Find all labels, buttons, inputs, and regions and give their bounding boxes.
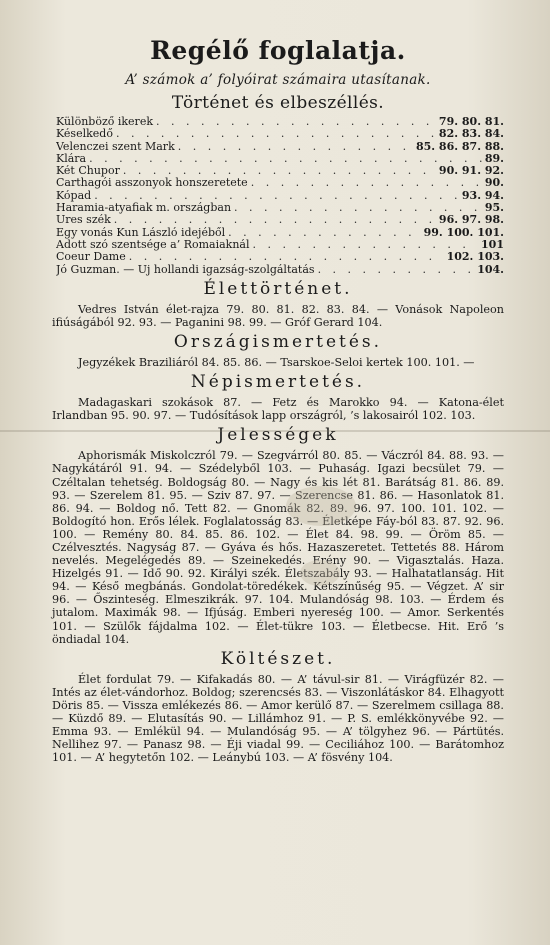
toc-entry-title: Jó Guzman. — Uj hollandi igazság-szolgáltatás bbox=[56, 263, 315, 276]
toc-leader bbox=[318, 264, 475, 276]
toc-entry-pages: 90. 91. 92. bbox=[438, 165, 504, 178]
toc-leader bbox=[94, 190, 459, 202]
section-heading-tortenet: Történet és elbeszéllés. bbox=[171, 93, 385, 113]
toc-entry-pages: 99. 100. 101. bbox=[423, 226, 504, 239]
page-subtitle: A’ számok a’ folyóirat számaira utasítanak. bbox=[125, 72, 431, 88]
toc-entry-title: Coeur Dame bbox=[56, 251, 126, 264]
toc-entry-pages: 79. 80. 81. bbox=[438, 116, 504, 128]
toc-entry-title: Egy vonás Kun László idejéből bbox=[56, 226, 226, 239]
toc-entry bbox=[56, 264, 504, 276]
toc-leader bbox=[234, 202, 482, 214]
toc-entry-title: Carthagói asszonyok honszeretete bbox=[56, 177, 248, 190]
toc-entry-pages: 89. bbox=[484, 152, 504, 165]
toc-entry bbox=[56, 202, 504, 214]
toc-entry bbox=[56, 227, 504, 239]
section-heading-kolteszet: Költészet. bbox=[220, 648, 336, 669]
toc-entry bbox=[56, 239, 504, 251]
toc-entry bbox=[56, 141, 504, 153]
toc-entry-pages: 101 bbox=[481, 238, 504, 251]
toc-entry-title: Klára bbox=[56, 152, 87, 165]
toc-entry-pages: 82. 83. 84. bbox=[438, 128, 504, 141]
toc-entry-pages: 93. 94. bbox=[461, 189, 504, 202]
toc-leader bbox=[89, 153, 482, 165]
section-text-jelesseg: Aphorismák Miskolczról 79. — Szegvárról 80. 85. — Váczról 84. 88. 93. — Nagykátáról 91. 94. — Szédelyből 103. — Puhaság. Igazi becsület 79. — Czéltalan tehetség. Boldogság 80. — Nagy és kis lét 81. Barátság 81. 86. 89. 93. — Szerelem 81. 95. — Sziv 87. 97. — Szerencse 81. 86. — Hasonlatok 81. 86. 94. — Boldog nő. Tett 82. — Gnomák 82. 89. 96. 97. 100. 101. 102. — Boldogító hon. Erős lélek. Foglalatosság 83. — Életképe Fáy-ból 83. 87. 92. 96. 100. — Remény 80. 84. 85. 86. 102. — Élet 84. 98. 99. — Öröm 85. — Czélvesztés. Nagyság 87. — Gyáva és hős. Hazaszeretet. Tettetés 88. Három nevelés. Megelégedés 89. — Szeinekedés. Erény 90. — Vigasztalás. Haza. Hizelgés 91. — Idő 90. 92. Királyi szék. Életszabály 93. — Halhatatlanság. Hit 94. — Késő megbánás. Gondolat-töredékek. Kétszínűség 95. — Végzet. A’ sir 96. — Őszinteség. Elmeszikrák. 97. 104. Mulandóság 98. 103. — Érdem és jutalom. Maximák 98. — Ifjúság. Emberi nyereség 100. — Amor. Serkentés 101. — Szülők fájdalma 102. — Élet-tükre 103. — Életbecse. Hit. Erő ’s öndiadal 104. bbox=[52, 449, 504, 646]
toc-leader bbox=[129, 251, 444, 263]
toc-entry bbox=[56, 190, 504, 202]
toc-entry bbox=[56, 214, 504, 226]
page-title: Regélő foglalatja. bbox=[150, 36, 406, 65]
toc-entry bbox=[56, 116, 504, 128]
toc-entry bbox=[56, 165, 504, 177]
toc-entry-pages: 95. bbox=[484, 202, 504, 215]
toc-entry bbox=[56, 177, 504, 189]
toc-entry-pages: 85. 86. 87. 88. bbox=[415, 140, 504, 153]
toc-entry-title: Két Chupor bbox=[56, 165, 120, 178]
toc-entry-title: Különböző ikerek bbox=[56, 116, 153, 128]
toc-entry-pages: 102. 103. bbox=[446, 251, 504, 264]
toc-leader bbox=[251, 177, 482, 189]
section-text-orszagismertetes: Jegyzékek Braziliáról 84. 85. 86. — Tsarskoe-Seloi kertek 100. 101. — bbox=[78, 356, 475, 370]
toc-entry bbox=[56, 128, 504, 140]
section-heading-orszagismertetes: Országismertetés. bbox=[173, 332, 383, 353]
toc-list bbox=[56, 116, 504, 276]
section-text-elettortenet: Vedres István élet-rajza 79. 80. 81. 82. 83. 84. — Vonások Napoleon ifiúságából 92. 93. — Paganini 98. 99. — Gróf Gerard 104. bbox=[52, 302, 504, 329]
toc-entry-pages: 90. bbox=[484, 177, 504, 190]
toc-entry-title: Adott szó szentsége a’ Romaiaknál bbox=[56, 238, 250, 251]
toc-entry-title: Haramia-atyafiak m. országban bbox=[56, 202, 232, 215]
toc-entry-title: Késelkedő bbox=[56, 128, 113, 141]
toc-leader bbox=[156, 116, 436, 128]
toc-leader bbox=[123, 165, 436, 177]
toc-leader bbox=[228, 227, 420, 239]
section-text-nepismertetes: Madagaskari szokások 87. — Fetz és Marokko 94. — Katona-élet Irlandban 95. 90. 97. — Tudósítások lapp országról, ’s lakosairól 102. 103. bbox=[52, 396, 504, 423]
section-heading-jelesseg: Jelességek bbox=[217, 425, 339, 446]
toc-leader bbox=[114, 214, 436, 226]
section-heading-elettortenet: Élettörténet. bbox=[203, 278, 353, 299]
toc-entry-pages: 104. bbox=[477, 263, 504, 276]
toc-entry bbox=[56, 251, 504, 263]
section-heading-nepismertetes: Népismertetés. bbox=[190, 372, 366, 393]
toc-entry-title: Kópad bbox=[56, 189, 92, 202]
toc-entry bbox=[56, 153, 504, 165]
toc-entry-title: Velenczei szent Mark bbox=[56, 140, 175, 153]
fold-line bbox=[0, 430, 550, 432]
toc-entry-title: Üres szék bbox=[56, 214, 111, 227]
toc-leader bbox=[116, 128, 436, 140]
toc-entry-pages: 96. 97. 98. bbox=[438, 214, 504, 227]
section-text-kolteszet: Élet fordulat 79. — Kifakadás 80. — A’ távul-sir 81. — Virágfüzér 82. — Intés az élet-vándorhoz. Boldog; szerencsés 83. — Viszonlátáskor 84. Elhagyott Döris 85. — Vissza emlékezés 86. — Amor kerülő 87. — Szerelmem csillaga 88. — Küzdő 89. — Elutasítás 90. — Lillámhoz 91. — P. S. emlékkönyvébe 92. — Emma 93. — Emlékül 94. — Mulandóság 95. — A’ tölgyhez 96. — Pártütés. Nellihez 97. — Panasz 98. — Éji viadal 99. — Ceciliához 100. — Barátomhoz 101. — A’ hegytetőn 102. — Leánybú 103. — A’ fösvény 104. bbox=[52, 672, 504, 765]
toc-leader bbox=[178, 141, 413, 153]
toc-leader bbox=[253, 239, 479, 251]
